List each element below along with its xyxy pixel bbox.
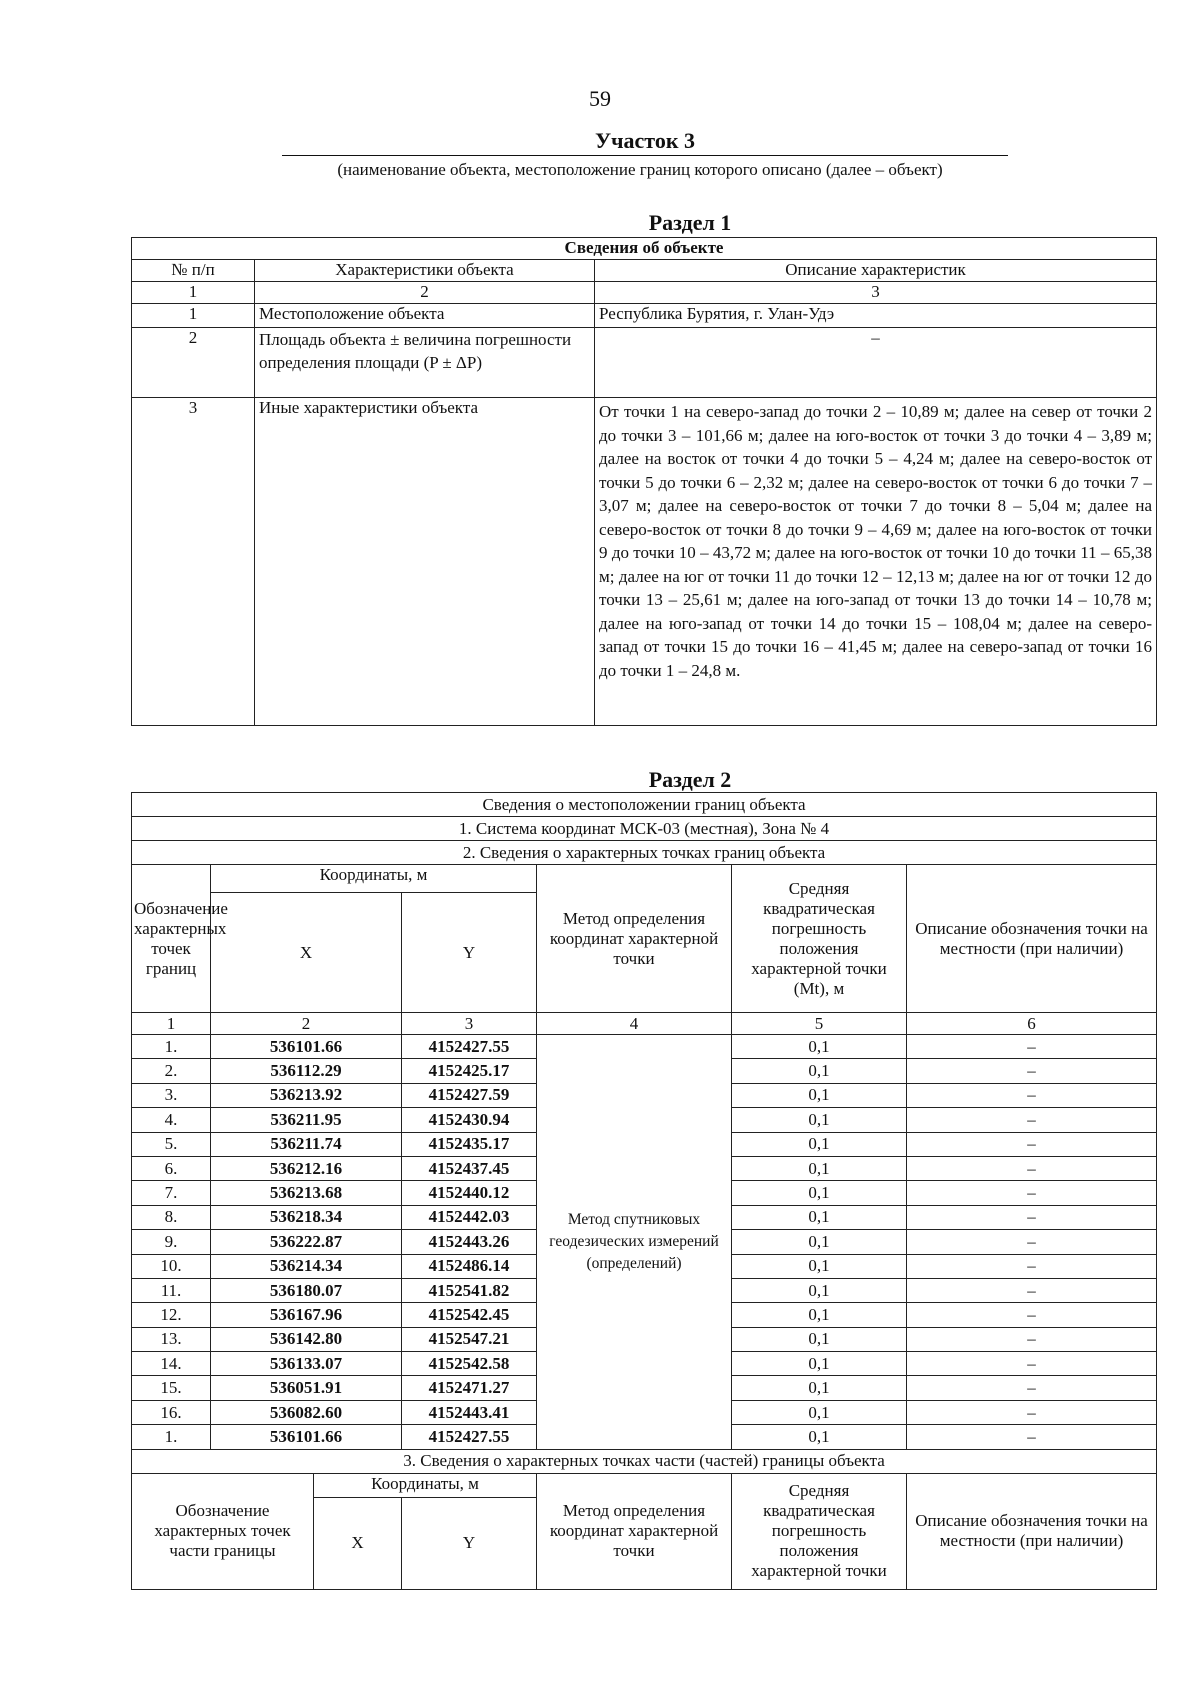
column-number: 5 [732, 1013, 907, 1035]
parts-column-header-x: X [314, 1497, 402, 1589]
point-y: 4152541.82 [402, 1278, 537, 1302]
point-method: Метод спутниковых геодезических измерений (определений) [537, 1035, 732, 1450]
point-y: 4152486.14 [402, 1254, 537, 1278]
point-error: 0,1 [732, 1083, 907, 1107]
point-y: 4152542.58 [402, 1352, 537, 1376]
point-x: 536213.68 [211, 1181, 402, 1205]
point-description: – [907, 1425, 1157, 1449]
table-title: Сведения о местоположении границ объекта [132, 793, 1157, 817]
point-y: 4152542.45 [402, 1303, 537, 1327]
point-y: 4152547.21 [402, 1327, 537, 1351]
column-number: 4 [537, 1013, 732, 1035]
point-description: – [907, 1156, 1157, 1180]
point-error: 0,1 [732, 1059, 907, 1083]
table-row [132, 304, 1157, 328]
point-x: 536212.16 [211, 1156, 402, 1180]
row-description: Республика Бурятия, г. Улан-Удэ [595, 304, 1157, 328]
row-characteristic: Местоположение объекта [255, 304, 595, 328]
point-number: 3. [132, 1083, 211, 1107]
column-number: 6 [907, 1013, 1157, 1035]
point-description: – [907, 1132, 1157, 1156]
point-error: 0,1 [732, 1425, 907, 1449]
point-x: 536218.34 [211, 1205, 402, 1229]
point-error: 0,1 [732, 1400, 907, 1424]
point-x: 536112.29 [211, 1059, 402, 1083]
table-row [132, 328, 1157, 398]
parts-column-header-designation: Обозначение характерных точек части границы [132, 1473, 314, 1589]
point-description: – [907, 1083, 1157, 1107]
point-description: – [907, 1352, 1157, 1376]
point-error: 0,1 [732, 1327, 907, 1351]
object-title: Участок 3 [282, 128, 1008, 156]
point-number: 2. [132, 1059, 211, 1083]
page-number: 59 [589, 86, 611, 111]
table-row [132, 398, 1157, 726]
point-number: 1. [132, 1035, 211, 1059]
column-number: 3 [595, 282, 1157, 304]
table-title: Сведения об объекте [132, 238, 1157, 260]
point-y: 4152425.17 [402, 1059, 537, 1083]
point-number: 14. [132, 1352, 211, 1376]
point-number: 15. [132, 1376, 211, 1400]
table-row [132, 1035, 1157, 1059]
column-header-description: Описание обозначения точки на местности (при наличии) [907, 865, 1157, 1013]
point-y: 4152443.26 [402, 1230, 537, 1254]
point-description: – [907, 1278, 1157, 1302]
point-error: 0,1 [732, 1376, 907, 1400]
point-description: – [907, 1181, 1157, 1205]
column-number: 1 [132, 282, 255, 304]
point-x: 536101.66 [211, 1425, 402, 1449]
section1-title: Раздел 1 [648, 210, 732, 235]
object-subtitle: (наименование объекта, местоположение границ которого описано (далее – объект) [337, 160, 943, 179]
point-y: 4152430.94 [402, 1108, 537, 1132]
point-x: 536222.87 [211, 1230, 402, 1254]
point-x: 536133.07 [211, 1352, 402, 1376]
point-error: 0,1 [732, 1156, 907, 1180]
parts-column-header-error: Средняя квадратическая погрешность положения характерной точки [732, 1473, 907, 1589]
row-characteristic: Иные характеристики объекта [255, 398, 595, 726]
point-x: 536082.60 [211, 1400, 402, 1424]
point-description: – [907, 1254, 1157, 1278]
point-error: 0,1 [732, 1303, 907, 1327]
point-description: – [907, 1400, 1157, 1424]
column-header-error: Средняя квадратическая погрешность положения характерной точки (Mt), м [732, 865, 907, 1013]
point-number: 16. [132, 1400, 211, 1424]
point-error: 0,1 [732, 1230, 907, 1254]
point-y: 4152427.59 [402, 1083, 537, 1107]
point-y: 4152442.03 [402, 1205, 537, 1229]
row-number: 2 [132, 328, 255, 398]
column-number: 3 [402, 1013, 537, 1035]
point-error: 0,1 [732, 1205, 907, 1229]
column-header-designation: Обозначение характерных точек границ [132, 865, 211, 1013]
parts-section-title: 3. Сведения о характерных точках части (частей) границы объекта [132, 1449, 1157, 1473]
point-description: – [907, 1303, 1157, 1327]
points-body [132, 1035, 1157, 1450]
point-description: – [907, 1327, 1157, 1351]
parts-column-header-method: Метод определения координат характерной точки [537, 1473, 732, 1589]
point-x: 536051.91 [211, 1376, 402, 1400]
point-description: – [907, 1108, 1157, 1132]
row-number: 1 [132, 304, 255, 328]
coordinate-system: 1. Система координат МСК-03 (местная), Зона № 4 [132, 817, 1157, 841]
point-y: 4152440.12 [402, 1181, 537, 1205]
column-header-number: № п/п [132, 260, 255, 282]
point-description: – [907, 1376, 1157, 1400]
row-description: – [595, 328, 1157, 398]
point-x: 536211.74 [211, 1132, 402, 1156]
point-description: – [907, 1035, 1157, 1059]
point-y: 4152443.41 [402, 1400, 537, 1424]
point-number: 1. [132, 1425, 211, 1449]
point-description: – [907, 1230, 1157, 1254]
document-title [282, 128, 1008, 156]
point-number: 13. [132, 1327, 211, 1351]
points-section-title: 2. Сведения о характерных точках границ объекта [132, 841, 1157, 865]
column-header-characteristic: Характеристики объекта [255, 260, 595, 282]
point-number: 9. [132, 1230, 211, 1254]
parts-column-header-coords: Координаты, м [314, 1473, 537, 1497]
column-header-coords: Координаты, м [211, 865, 537, 893]
column-header-y: Y [402, 893, 537, 1013]
point-x: 536167.96 [211, 1303, 402, 1327]
point-x: 536142.80 [211, 1327, 402, 1351]
point-y: 4152427.55 [402, 1035, 537, 1059]
point-number: 8. [132, 1205, 211, 1229]
column-number: 2 [211, 1013, 402, 1035]
point-number: 7. [132, 1181, 211, 1205]
row-description: От точки 1 на северо-запад до точки 2 – 10,89 м; далее на север от точки 2 до точки 3 – 101,66 м; далее на юго-восток от точки 3 до точки 4 – 3,89 м; далее на восток от точки 4 до точки 5 – 4,24 м; далее на северо-восток от точки 5 до точки 6 – 2,32 м; далее на северо-восток от точки 6 до точки 7 – 3,07 м; далее на северо-восток от точки 7 до точки 8 – 5,04 м; далее на северо-восток от точки 8 до точки 9 – 4,69 м; далее на юго-восток от точки 9 до точки 10 – 43,72 м; далее на юго-восток от точки 10 до точки 11 – 65,38 м; далее на юг от точки 11 до точки 12 – 12,13 м; далее на юг от точки 12 до точки 13 – 25,61 м; далее на юго-запад от точки 13 до точки 14 – 10,78 м; далее на юго-запад от точки 14 до точки 15 – 108,04 м; далее на северо-запад от точки 15 до точки 16 – 41,45 м; далее на северо-запад от точки 16 до точки 1 – 24,8 м. [595, 398, 1157, 726]
point-error: 0,1 [732, 1254, 907, 1278]
point-error: 0,1 [732, 1132, 907, 1156]
point-x: 536211.95 [211, 1108, 402, 1132]
point-number: 10. [132, 1254, 211, 1278]
point-number: 11. [132, 1278, 211, 1302]
point-number: 12. [132, 1303, 211, 1327]
point-error: 0,1 [732, 1181, 907, 1205]
section2-title: Раздел 2 [648, 767, 732, 792]
point-x: 536214.34 [211, 1254, 402, 1278]
point-x: 536180.07 [211, 1278, 402, 1302]
column-header-description: Описание характеристик [595, 260, 1157, 282]
point-y: 4152435.17 [402, 1132, 537, 1156]
point-x: 536213.92 [211, 1083, 402, 1107]
column-number: 2 [255, 282, 595, 304]
point-number: 5. [132, 1132, 211, 1156]
point-error: 0,1 [732, 1278, 907, 1302]
point-description: – [907, 1205, 1157, 1229]
point-y: 4152471.27 [402, 1376, 537, 1400]
column-header-method: Метод определения координат характерной точки [537, 865, 732, 1013]
point-error: 0,1 [732, 1035, 907, 1059]
point-number: 4. [132, 1108, 211, 1132]
point-description: – [907, 1059, 1157, 1083]
point-number: 6. [132, 1156, 211, 1180]
point-x: 536101.66 [211, 1035, 402, 1059]
parts-column-header-description: Описание обозначения точки на местности (при наличии) [907, 1473, 1157, 1589]
point-error: 0,1 [732, 1352, 907, 1376]
boundary-points-table [131, 792, 1157, 1590]
point-y: 4152427.55 [402, 1425, 537, 1449]
row-characteristic: Площадь объекта ± величина погрешности определения площади (P ± ΔP) [255, 328, 595, 398]
parts-column-header-y: Y [402, 1497, 537, 1589]
column-header-x: X [211, 893, 402, 1013]
point-y: 4152437.45 [402, 1156, 537, 1180]
row-number: 3 [132, 398, 255, 726]
column-number: 1 [132, 1013, 211, 1035]
object-info-table [131, 237, 1157, 726]
point-error: 0,1 [732, 1108, 907, 1132]
